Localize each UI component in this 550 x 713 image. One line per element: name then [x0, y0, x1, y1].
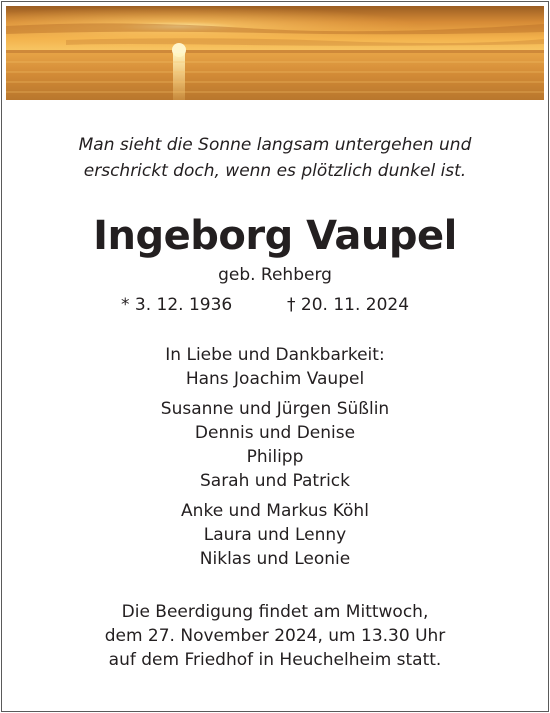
sunset-over-sea-image — [6, 6, 544, 100]
mourner-line: Niklas und Leonie — [199, 549, 351, 569]
funeral-line-3: auf dem Friedhof in Heuchelheim statt. — [108, 650, 442, 670]
quote-line-2: erschrickt doch, wenn es plötzlich dunkel ist. — [83, 161, 467, 181]
funeral-notice — [0, 600, 550, 672]
mourner-line: Philipp — [246, 447, 304, 467]
mourner-line: Laura und Lenny — [203, 525, 347, 545]
deceased-name: Ingeborg Vaupel — [93, 213, 457, 259]
mourner-line: Sarah und Patrick — [199, 471, 350, 491]
death-date: † 20. 11. 2024 — [287, 295, 410, 315]
mourner-line: Anke und Markus Köhl — [181, 501, 369, 521]
mourners-list — [0, 343, 550, 571]
memorial-quote — [0, 132, 550, 184]
mourner-line: Dennis und Denise — [194, 423, 356, 443]
mourner-line: Susanne und Jürgen Süßlin — [160, 399, 390, 419]
mourner-line: Hans Joachim Vaupel — [185, 369, 365, 389]
funeral-line-2: dem 27. November 2024, um 13.30 Uhr — [104, 626, 446, 646]
mourners-intro: In Liebe und Dankbarkeit: — [165, 345, 385, 365]
funeral-line-1: Die Beerdigung findet am Mittwoch, — [121, 602, 429, 622]
maiden-name: geb. Rehberg — [218, 265, 332, 285]
birth-date: * 3. 12. 1936 — [121, 295, 233, 315]
quote-line-1: Man sieht die Sonne langsam untergehen und — [78, 135, 472, 155]
